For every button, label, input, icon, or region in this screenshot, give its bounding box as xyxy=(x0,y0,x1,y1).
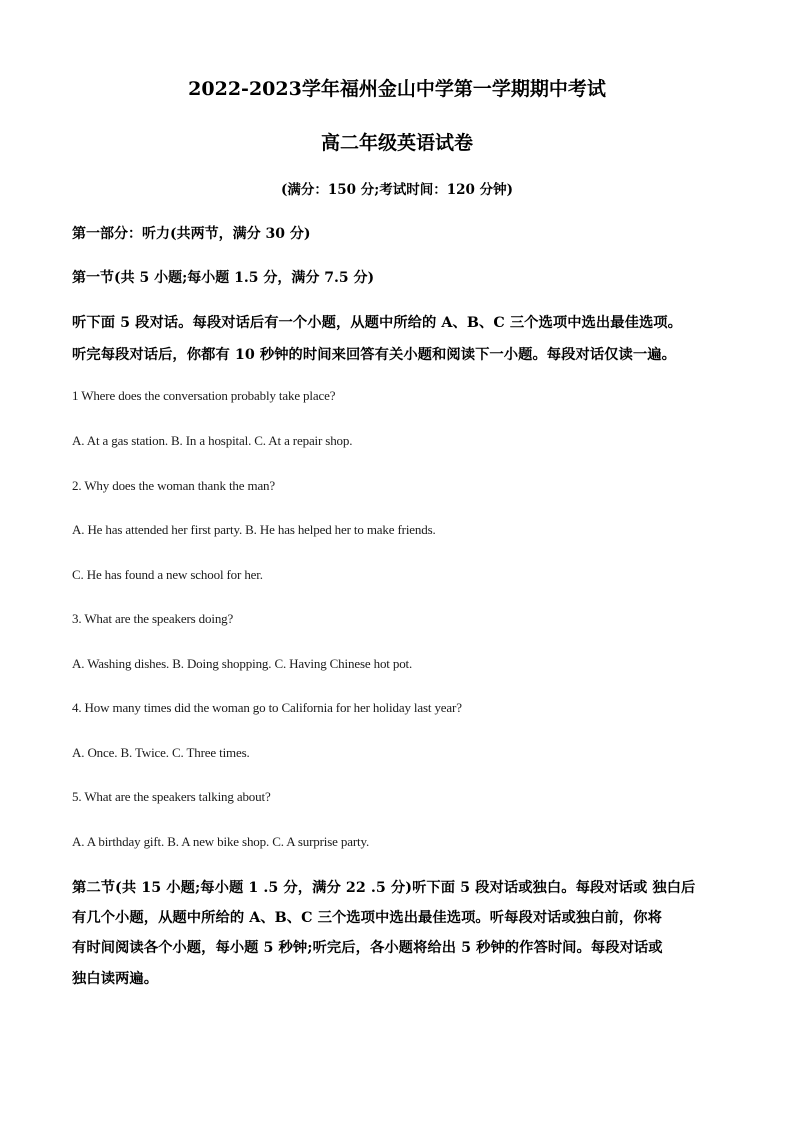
question-2-options: A. He has attended her first party. B. He has helped her to make friends. xyxy=(72,522,436,537)
question-1-options: A. At a gas station. B. In a hospital. C. At a repair shop. xyxy=(72,433,353,448)
section2-line4: 独白读两遍。 xyxy=(72,971,159,987)
question-5-options: A. A birthday gift. B. A new bike shop. C. A surprise party. xyxy=(72,834,370,849)
question-4-options: A. Once. B. Twice. C. Three times. xyxy=(72,745,250,760)
score-info: (满分：150 分;考试时间：120 分钟) xyxy=(280,182,514,198)
section2-line2: 有几个小题，从题中所给的 A、B、C 三个选项中选出最佳选项。听每段对话或独白前，你将 xyxy=(72,910,662,926)
question-5: 5. What are the speakers talking about? xyxy=(72,789,271,804)
section1-instruction-line1: 听下面 5 段对话。每段对话后有一个小题，从题中所给的 A、B、C 三个选项中选出最佳选项。 xyxy=(72,315,682,331)
question-3: 3. What are the speakers doing? xyxy=(72,611,234,626)
question-3-options: A. Washing dishes. B. Doing shopping. C. Having Chinese hot pot. xyxy=(72,656,413,671)
section2-line3: 有时间阅读各个小题，每小题 5 秒钟;听完后，各小题将给出 5 秒钟的作答时间。每段对话或 xyxy=(72,940,663,956)
exam-subtitle: 高二年级英语试卷 xyxy=(320,132,473,154)
section1-heading: 第一节(共 5 小题;每小题 1.5 分，满分 7.5 分) xyxy=(72,270,375,286)
section2-line1: 第二节(共 15 小题;每小题 1 .5 分，满分 22 .5 分)听下面 5 段对话或独白。每段对话或 独白后 xyxy=(72,880,696,896)
question-2: 2. Why does the woman thank the man? xyxy=(72,478,276,493)
section1-instruction-line2: 听完每段对话后，你都有 10 秒钟的时间来回答有关小题和阅读下一小题。每段对话仅读一遍。 xyxy=(72,347,676,363)
question-1: 1 Where does the conversation probably take place? xyxy=(72,388,336,403)
question-4: 4. How many times did the woman go to California for her holiday last year? xyxy=(72,700,462,715)
question-2-options-cont: C. He has found a new school for her. xyxy=(72,567,263,582)
part1-heading: 第一部分：听力(共两节，满分 30 分) xyxy=(72,226,311,242)
exam-title: 2022-2023学年福州金山中学第一学期期中考试 xyxy=(188,78,606,100)
